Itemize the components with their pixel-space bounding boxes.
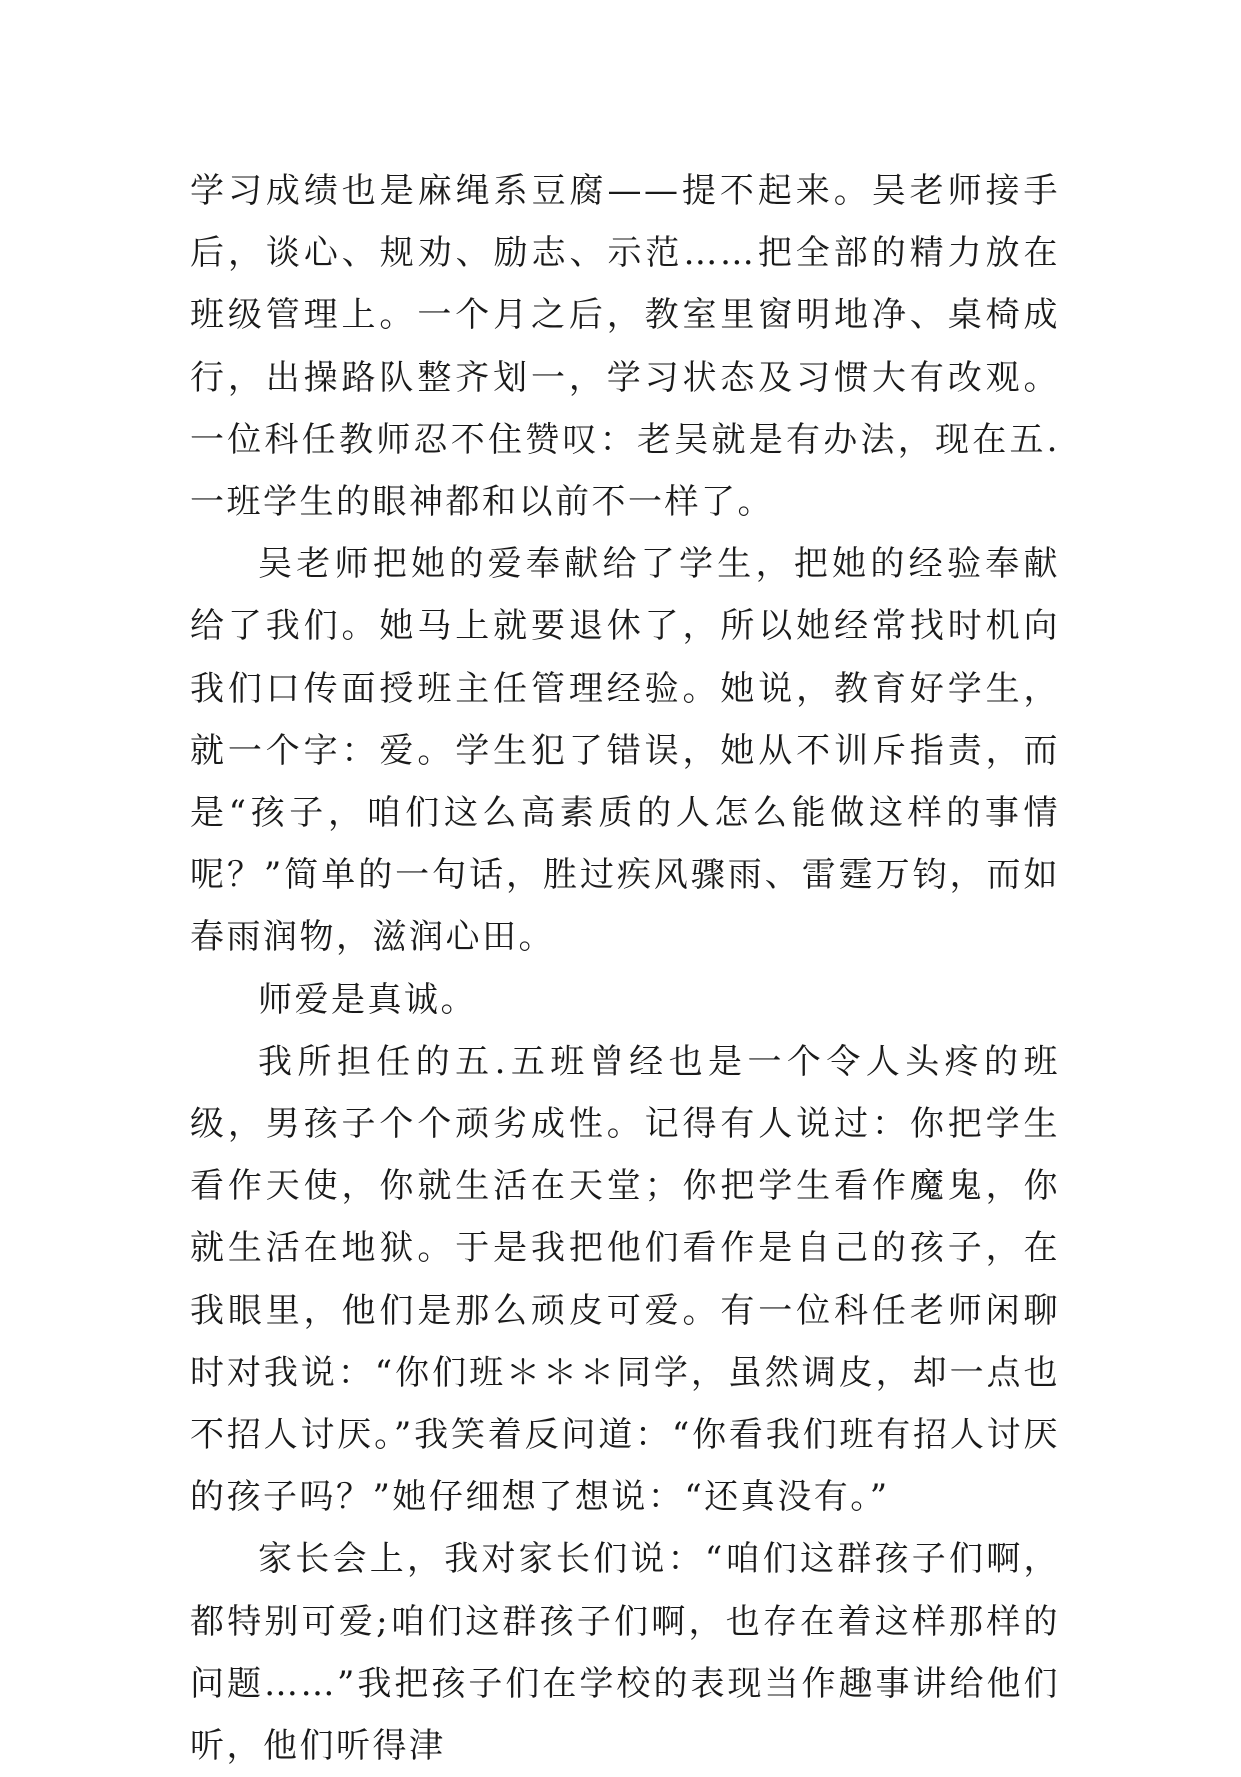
paragraph-3: 师爱是真诚。: [258, 979, 477, 1020]
paragraph-5: 家长会上，我对家长们说：“咱们这群孩子们啊，都特别可爱;咱们这群孩子们啊，也存在着这样那样的问题……”我把孩子们在学校的表现当作趣事讲给他们听，他们听得津: [190, 1539, 1060, 1767]
paragraph-2: 吴老师把她的爱奉献给了学生，把她的经验奉献给了我们。她马上就要退休了，所以她经常找时机向我们口传面授班主任管理经验。她说，教育好学生，就一个字：爱。学生犯了错误，她从不训斥指责，而是“孩子，咱们这么高素质的人怎么能做这样的事情呢？”简单的一句话，胜过疾风骤雨、雷霆万钧，而如春雨润物，滋润心田。: [190, 544, 1060, 958]
paragraph-1: 学习成绩也是麻绳系豆腐——提不起来。吴老师接手后，谈心、规劝、励志、示范……把全部的精力放在班级管理上。一个月之后，教室里窗明地净、桌椅成行，出操路队整齐划一，学习状态及习惯大有改观。一位科任教师忍不住赞叹：老吴就是有办法，现在五.一班学生的眼神都和以前不一样了。: [190, 171, 1060, 523]
body-text: [190, 160, 1060, 1777]
paragraph-4: 我所担任的五.五班曾经也是一个令人头疼的班级，男孩子个个顽劣成性。记得有人说过：你把学生看作天使，你就生活在天堂；你把学生看作魔鬼，你就生活在地狱。于是我把他们看作是自己的孩子，在我眼里，他们是那么顽皮可爱。有一位科任老师闲聊时对我说：“你们班＊＊＊同学，虽然调皮，却一点也不招人讨厌。”我笑着反问道：“你看我们班有招人讨厌的孩子吗？”她仔细想了想说：“还真没有。”: [190, 1041, 1060, 1518]
